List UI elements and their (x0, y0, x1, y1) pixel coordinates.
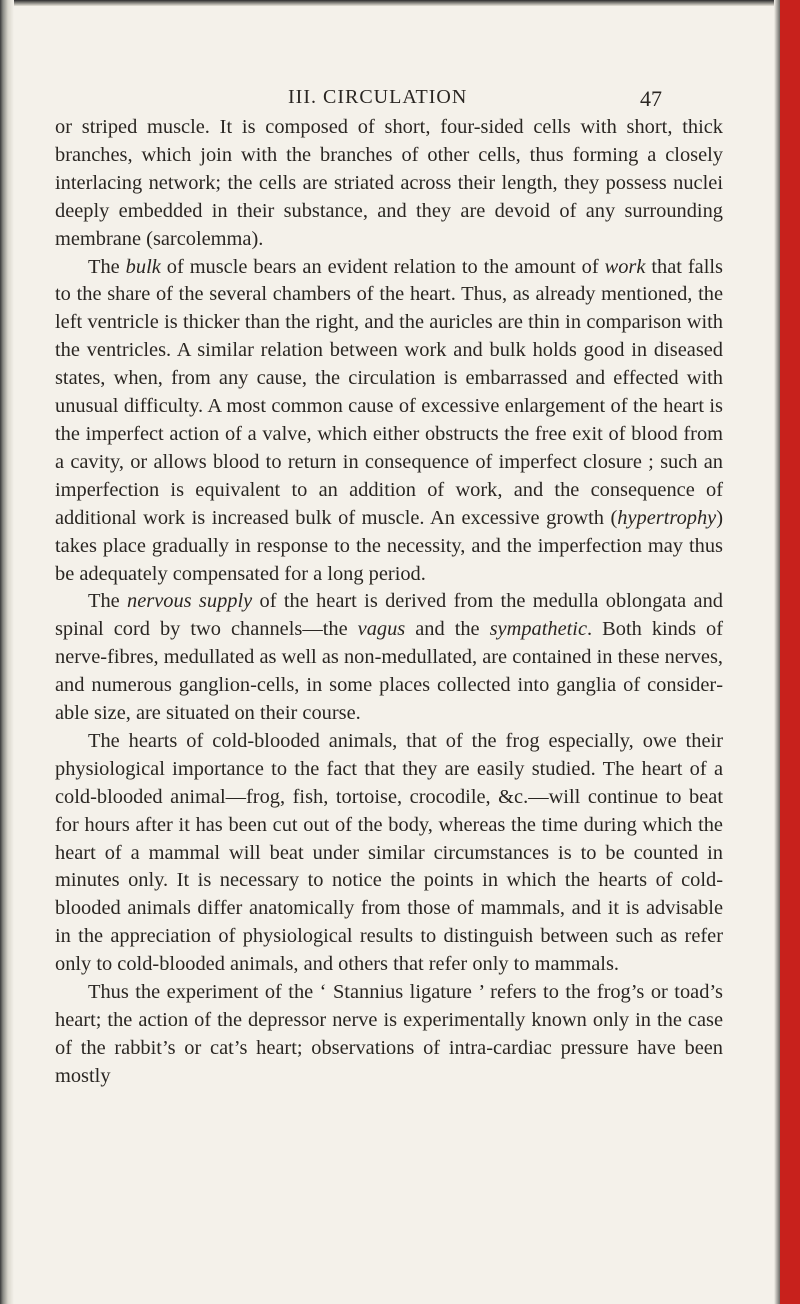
italic-term: work (604, 255, 646, 278)
italic-term: vagus (357, 618, 406, 641)
paragraph-text: The hearts of cold-blooded animals, that of the frog especially, owe their physiological importance to the fact that they are easily studied. The heart of a cold-blooded animal—frog, fish, tortoise, crocodile, &c.—will continue to beat for hours after it has been cut out of the body, whereas the time during which the heart of a mammal will beat under similar circumstances is to be counted in minutes only. It is necessary to notice the points in which the hearts of cold-blooded animals differ anatomically from those of mammals, and it is advisable in the appreciation of physiological results to distinguish between such as refer only to cold-blooded animals, and others that refer only to mammals. (55, 729, 723, 976)
paragraph-text: The (88, 255, 126, 278)
paragraph (55, 979, 723, 1091)
paragraph-text: that falls to the share of the several chambers of the heart. Thus, as already mentioned, the left ventricle is thicker than the right, and the auricles are thin in comparison with the ventricles. A similar relation between work and bulk holds good in diseased states, when, from any cause, the circulation is embarrassed and effected with unusual difficulty. A most common cause of excessive enlargement of the heart is the imperfect action of a valve, which either obstructs the free exit of blood from a cavity, or allows blood to return in consequence of imperfect closure ; such an imperfection is equivalent to an addition of work, and the consequence of additional work is increased bulk of muscle. An excessive growth ( (55, 255, 723, 529)
italic-term: nervous supply (127, 590, 253, 613)
paragraph-text: of muscle bears an evident relation to the amount of (160, 255, 605, 278)
paragraph (55, 254, 723, 589)
paragraph-text: The (88, 590, 128, 613)
paragraph-text: of the heart is derived from the medulla oblongata and spinal cord by two channels—the (55, 590, 723, 641)
paragraph-text: or striped muscle. It is composed of short, four-sided cells with short, thick branches, which join with the branches of other cells, thus forming a closely interlacing network; the cells are striated across their length, they possess nuclei deeply embedded in their substance, and they are devoid of any surrounding membrane (sarcolemma). (55, 116, 723, 250)
paragraph (55, 588, 723, 728)
italic-term: hypertrophy (617, 506, 717, 529)
italic-term: bulk (125, 255, 161, 278)
running-head: III. CIRCULATION (288, 86, 468, 108)
page-top-edge (0, 0, 780, 6)
paragraph-text: . Both kinds of nerve-fibres, medullated as well as non-medullated, are contained in these nerves, and numerous ganglion-cells, in some places collected into ganglia of considerable size, are situated on their course. (55, 618, 724, 725)
italic-term: sympathetic (489, 618, 588, 641)
paragraph-text: and the (405, 618, 490, 641)
paragraph-text: Thus the experiment of the ‘ Stannius ligature ’ refers to the frog’s or toad’s heart; the action of the depressor nerve is experimentally known only in the case of the rabbit’s or cat’s heart; observations of intra-cardiac pressure have been mostly (55, 981, 723, 1087)
body-text (55, 114, 723, 1091)
page-binding-edge (0, 0, 14, 1304)
page-number: 47 (640, 86, 662, 111)
paragraph-text: ) takes place gradually in response to the necessity, and the imperfection may thus be adequately compensated for a long period. (55, 506, 723, 585)
paragraph (55, 114, 723, 254)
red-cover-edge (780, 0, 800, 1304)
paragraph (55, 728, 723, 979)
